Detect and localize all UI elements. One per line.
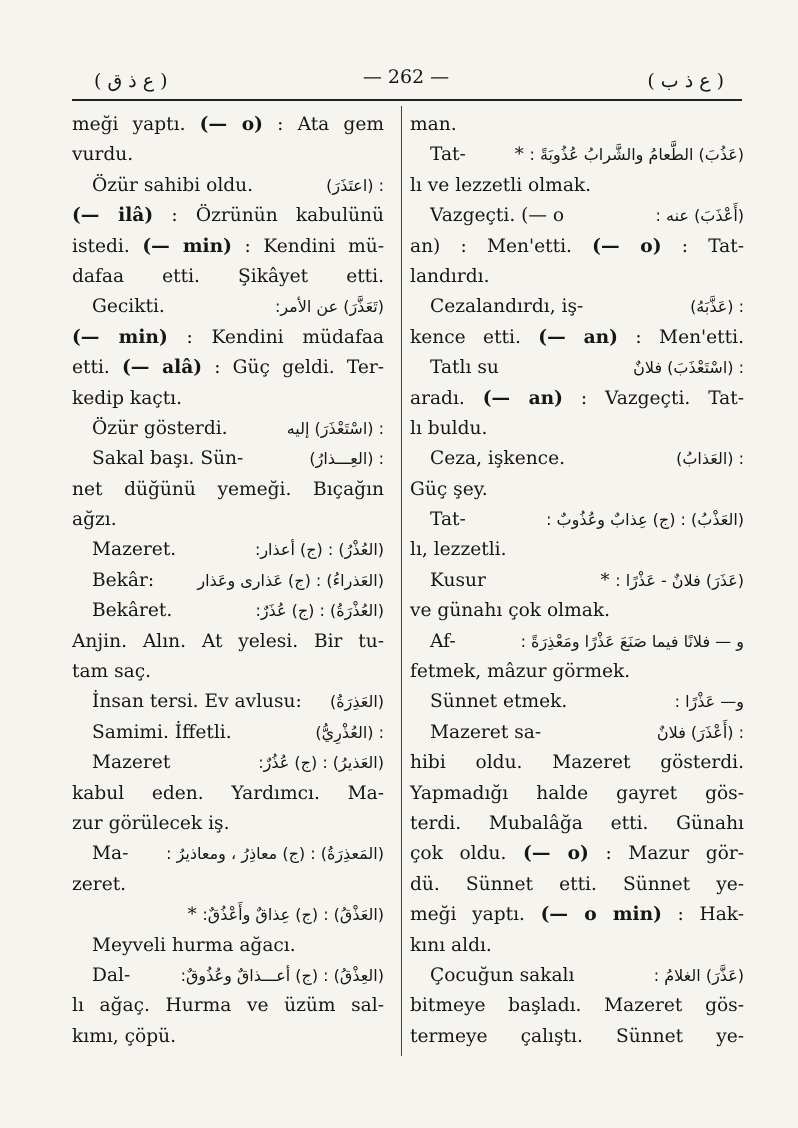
text-line — [410, 566, 744, 596]
text-line — [72, 991, 384, 1021]
text-line — [410, 171, 744, 201]
text-line — [72, 931, 384, 961]
turkish-text: Mazeret sa- — [430, 721, 542, 743]
text-line — [410, 292, 744, 322]
turkish-text: Ceza, işkence. — [430, 448, 565, 470]
header-rule — [72, 99, 742, 101]
turkish-text: terdi. Mubalâğa etti. Günahı — [410, 812, 744, 834]
arabic-headword: : (العِـــذارُ) — [309, 449, 384, 469]
text-line — [410, 475, 744, 505]
header-right-entry: ( ع ذ ب ) — [647, 70, 724, 92]
turkish-text: Sakal başı. Sün- — [92, 448, 244, 470]
text-line — [72, 414, 384, 444]
text-line — [72, 627, 384, 657]
text-line — [72, 1022, 384, 1052]
header-left-entry: ( ع ذ ق ) — [94, 70, 168, 92]
text-line — [72, 232, 384, 262]
text-line — [72, 657, 384, 687]
text-line — [72, 505, 384, 535]
text-line — [72, 384, 384, 414]
text-line — [410, 748, 744, 778]
turkish-text: Tat- — [430, 144, 466, 166]
turkish-text: Mazeret. — [92, 539, 177, 561]
arabic-headword: : (اعتَذَرَ) — [326, 175, 384, 195]
text-line — [410, 262, 744, 292]
text-line — [410, 718, 744, 748]
column-divider — [401, 106, 402, 1056]
text-line — [410, 870, 744, 900]
turkish-text: ağzı. — [72, 509, 117, 531]
turkish-text: çok oldu. (— o) : Mazur gör- — [410, 843, 744, 865]
turkish-text: termeye çalıştı. Sünnet ye- — [410, 1025, 744, 1047]
text-line — [410, 535, 744, 565]
arabic-headword: (العَذيرُ) : (ج) عُذُرٌ: — [258, 753, 384, 773]
text-line — [72, 809, 384, 839]
page-header — [72, 62, 740, 96]
turkish-text: Çocuğun sakalı — [430, 964, 575, 986]
arabic-headword: (عَذُبَ) الطَّعامُ والشَّرابُ عُذُوبَةً : * — [515, 140, 744, 170]
turkish-text: etti. (— alâ) : Güç geldi. Ter- — [72, 357, 385, 379]
turkish-text: dü. Sünnet etti. Sünnet ye- — [410, 873, 744, 895]
text-line — [72, 961, 384, 991]
text-line — [410, 687, 744, 717]
arabic-headword: (العَذِرَةُ) — [329, 692, 384, 712]
text-line — [72, 779, 384, 809]
arabic-headword: (عَذَرَ) فلانٌ - عَذْرًا : * — [601, 566, 744, 596]
arabic-headword: : (اسْتَعْذَرَ) إليه — [286, 418, 384, 438]
turkish-text: Samimi. İffetli. — [92, 721, 232, 743]
arabic-headword: (العُذْرُ) : (ج) أعذار: — [254, 540, 384, 560]
turkish-text: kedip kaçtı. — [72, 387, 183, 409]
turkish-text: meği yaptı. (— o min) : Hak- — [410, 904, 744, 926]
text-line — [72, 839, 384, 869]
text-line — [72, 444, 384, 474]
turkish-text: Ma- — [92, 843, 129, 865]
text-line — [410, 839, 744, 869]
text-line — [72, 870, 384, 900]
turkish-text: ve günahı çok olmak. — [410, 600, 611, 622]
turkish-text: (— ilâ) : Özrünün kabulünü — [72, 205, 384, 227]
turkish-text: Gecikti. — [92, 296, 165, 318]
turkish-text: Mazeret — [92, 752, 171, 774]
text-line — [410, 505, 744, 535]
turkish-text: Bekâr: — [92, 569, 155, 591]
text-line — [72, 171, 384, 201]
text-line — [72, 475, 384, 505]
text-line — [410, 627, 744, 657]
turkish-text: Cezalandırdı, iş- — [430, 296, 584, 318]
arabic-headword: (العِذْقُ) : (ج) أعـــذاقٌ وعُذُوقٌ: — [180, 965, 384, 985]
arabic-headword: و— عَذْرًا : — [674, 692, 744, 712]
arabic-headword: : (العَذابُ) — [676, 449, 744, 469]
text-line — [410, 657, 744, 687]
text-line — [410, 1022, 744, 1052]
turkish-text: Güç şey. — [410, 478, 488, 500]
arabic-headword: (أَعْذَبَ) عنه : — [655, 206, 744, 226]
text-line — [410, 444, 744, 474]
arabic-headword: (عَذَّرَ) الغلامُ : — [653, 965, 744, 985]
text-line — [410, 931, 744, 961]
turkish-text: kını aldı. — [410, 934, 492, 956]
text-line — [72, 596, 384, 626]
turkish-text: lı, lezzetli. — [410, 539, 507, 561]
arabic-headword: (العُذْرَةُ) : (ج) عُذَرٌ: — [255, 601, 384, 621]
turkish-text: meği yaptı. (— o) : Ata gem — [72, 114, 384, 135]
turkish-text: kence etti. (— an) : Men'etti. — [410, 326, 744, 348]
arabic-headword: و — فلانًا فيما صَنَعَ عَذْرًا ومَعْذِرَةً : — [520, 631, 744, 651]
text-line — [72, 292, 384, 322]
text-line — [410, 384, 744, 414]
turkish-text: net düğünü yemeği. Bıçağın — [72, 478, 384, 500]
turkish-text: zeret. — [72, 873, 127, 895]
text-line — [410, 414, 744, 444]
turkish-text: an) : Men'etti. (— o) : Tat- — [410, 235, 744, 257]
arabic-headword: (العَذْقُ) : (ج) عِذاقٌ وأَعْذُقٌ: * — [188, 900, 384, 930]
turkish-text: kabul eden. Yardımcı. Ma- — [72, 782, 384, 804]
turkish-text: Tatlı su — [430, 357, 499, 379]
turkish-text: bitmeye başladı. Mazeret gös- — [410, 995, 744, 1017]
left-column — [72, 110, 384, 1052]
turkish-text: Özür gösterdi. — [92, 417, 228, 439]
text-line — [72, 900, 384, 930]
text-line — [72, 262, 384, 292]
turkish-text: Bekâret. — [92, 600, 173, 622]
turkish-text: fetmek, mâzur görmek. — [410, 661, 631, 683]
arabic-headword: : (اسْتَعْذَبَ) فلانٌ — [633, 358, 744, 378]
turkish-text: (— min) : Kendini müdafaa — [72, 326, 384, 348]
text-line — [410, 140, 744, 170]
arabic-headword: : (أَعْذَرَ) فلانٌ — [656, 722, 744, 742]
text-line — [410, 596, 744, 626]
text-line — [72, 718, 384, 748]
text-line — [72, 535, 384, 565]
turkish-text: istedi. (— min) : Kendini mü- — [72, 235, 385, 257]
text-line — [72, 748, 384, 778]
turkish-text: Vazgeçti. (— o — [430, 205, 565, 227]
turkish-text: lı ve lezzetli olmak. — [410, 174, 592, 196]
turkish-text: zur görülecek iş. — [72, 812, 230, 834]
text-line — [72, 566, 384, 596]
text-line — [410, 323, 744, 353]
text-line — [72, 201, 384, 231]
turkish-text: dafaa etti. Şikâyet etti. — [72, 265, 384, 287]
arabic-headword: (تَعَذَّرَ) عن الأمر: — [274, 297, 384, 317]
turkish-text: Dal- — [92, 964, 131, 986]
turkish-text: Anjin. Alın. At yelesi. Bir tu- — [72, 630, 384, 652]
arabic-headword: : (عَذَّبَهُ) — [690, 297, 744, 317]
arabic-headword: (العَذراءُ) : (ج) عَذارى وعَذار — [197, 570, 384, 590]
turkish-text: man. — [410, 114, 457, 135]
arabic-headword: : (العُذْرِيُّ) — [315, 722, 384, 742]
turkish-text: tam saç. — [72, 661, 152, 683]
turkish-text: Tat- — [430, 509, 466, 531]
turkish-text: Af- — [430, 630, 456, 652]
text-line — [410, 353, 744, 383]
text-line — [410, 991, 744, 1021]
page-number: — 262 — — [362, 66, 450, 88]
text-line — [410, 232, 744, 262]
turkish-text: kımı, çöpü. — [72, 1025, 177, 1047]
text-line — [410, 110, 744, 140]
turkish-text: aradı. (— an) : Vazgeçti. Tat- — [410, 387, 745, 409]
text-line — [410, 779, 744, 809]
text-line — [410, 201, 744, 231]
turkish-text: Sünnet etmek. — [430, 691, 568, 713]
turkish-text: vurdu. — [72, 144, 134, 166]
turkish-text: Meyveli hurma ağacı. — [92, 934, 296, 956]
arabic-headword: (المَعذِرَةُ) : (ج) معاذِرُ ، ومعاذيرُ : — [166, 844, 384, 864]
text-line — [72, 687, 384, 717]
turkish-text: İnsan tersi. Ev avlusu: — [92, 691, 302, 713]
text-line — [72, 140, 384, 170]
text-line — [72, 110, 384, 140]
text-line — [410, 900, 744, 930]
turkish-text: hibi oldu. Mazeret gösterdi. — [410, 752, 744, 774]
turkish-text: Kusur — [430, 569, 486, 591]
text-line — [410, 809, 744, 839]
turkish-text: Özür sahibi oldu. — [92, 174, 254, 196]
arabic-headword: (العَذْبُ) : (ج) عِذابٌ وعُذُوبٌ : — [546, 510, 744, 530]
turkish-text: lı buldu. — [410, 417, 488, 439]
text-line — [410, 961, 744, 991]
right-column — [410, 110, 744, 1052]
turkish-text: landırdı. — [410, 265, 490, 287]
text-line — [72, 353, 384, 383]
turkish-text: Yapmadığı halde gayret gös- — [410, 782, 744, 804]
turkish-text: lı ağaç. Hurma ve üzüm sal- — [72, 995, 384, 1017]
text-line — [72, 323, 384, 353]
